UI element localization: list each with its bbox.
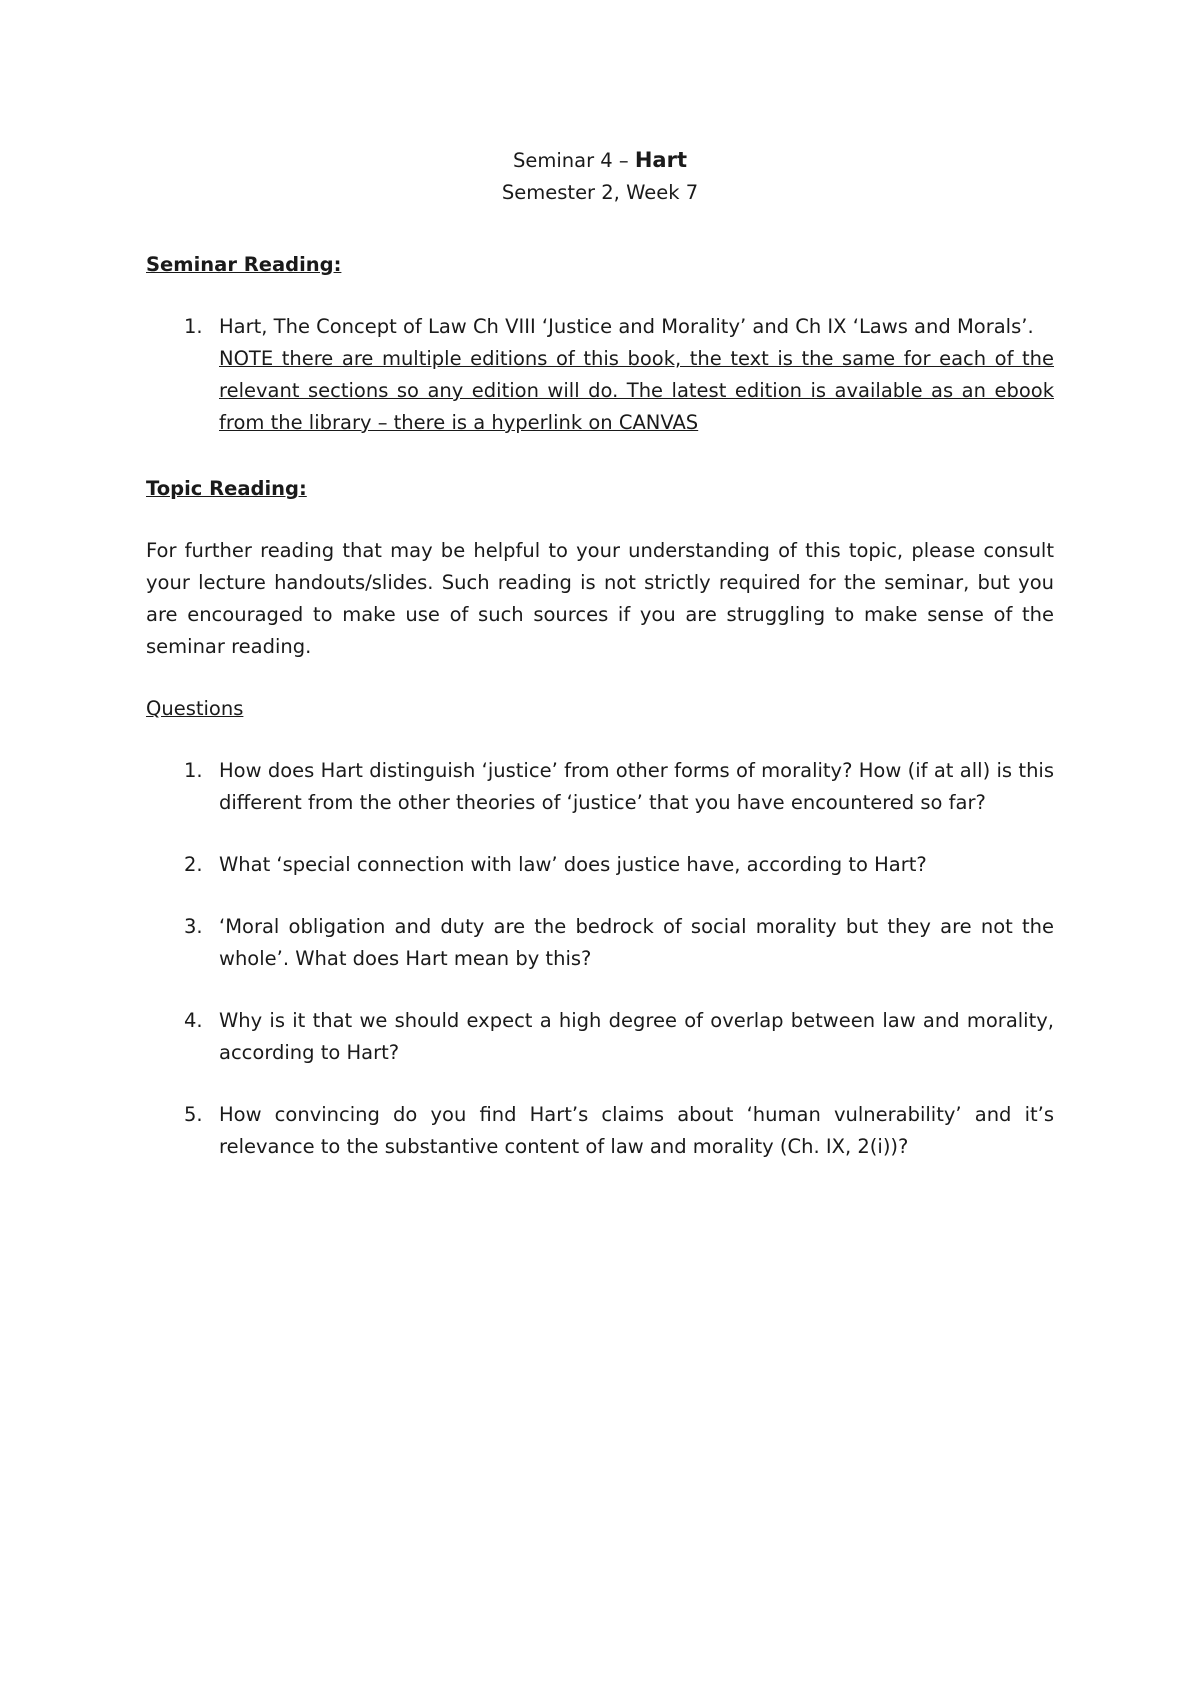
title-prefix: Seminar 4 –	[512, 149, 635, 172]
list-item	[146, 311, 1054, 439]
list-item-body	[219, 311, 1054, 439]
question-number: 5.	[184, 1103, 203, 1126]
question-number: 2.	[184, 853, 203, 876]
page-title	[146, 144, 1054, 177]
question-text: How convincing do you find Hart’s claims about ‘human vulnerability’ and it’s relevance to the substantive content of law and morality (Ch. IX, 2(i))?	[219, 1103, 1054, 1158]
list-item-number: 1.	[184, 315, 203, 338]
question-number: 3.	[184, 915, 203, 938]
topic-reading-heading: Topic Reading:	[146, 477, 307, 500]
question-text: Why is it that we should expect a high degree of overlap between law and morality, according to Hart?	[219, 1009, 1054, 1064]
question-text: What ‘special connection with law’ does justice have, according to Hart?	[219, 853, 927, 876]
questions-heading: Questions	[146, 697, 244, 720]
question-number: 1.	[184, 759, 203, 782]
seminar-reading-heading: Seminar Reading:	[146, 253, 342, 276]
list-item	[146, 849, 1054, 881]
question-text: ‘Moral obligation and duty are the bedrock of social morality but they are not the whole’. What does Hart mean by this?	[219, 915, 1054, 970]
topic-reading-paragraph: For further reading that may be helpful to your understanding of this topic, please consult your lecture handouts/slides. Such reading is not strictly required for the seminar, but you are encouraged to make use of such sources if you are struggling to make sense of the seminar reading.	[146, 539, 1054, 658]
list-item	[146, 1005, 1054, 1069]
question-text: How does Hart distinguish ‘justice’ from other forms of morality? How (if at all) is this different from the other theories of ‘justice’ that you have encountered so far?	[219, 759, 1054, 814]
seminar-reading-list	[146, 311, 1054, 439]
questions-list	[146, 755, 1054, 1163]
document-header	[146, 144, 1054, 209]
list-item	[146, 911, 1054, 975]
page-subtitle: Semester 2, Week 7	[501, 181, 699, 204]
title-bold: Hart	[634, 148, 688, 172]
question-number: 4.	[184, 1009, 203, 1032]
list-item	[146, 755, 1054, 819]
list-item	[146, 1099, 1054, 1163]
reading-note: NOTE there are multiple editions of this book, the text is the same for each of the relevant sections so any edition will do. The latest edition is available as an ebook from the library – there is a hyperlink on CANVAS	[219, 347, 1054, 434]
reading-citation: Hart, The Concept of Law Ch VIII ‘Justice and Morality’ and Ch IX ‘Laws and Morals’.	[219, 315, 1034, 338]
